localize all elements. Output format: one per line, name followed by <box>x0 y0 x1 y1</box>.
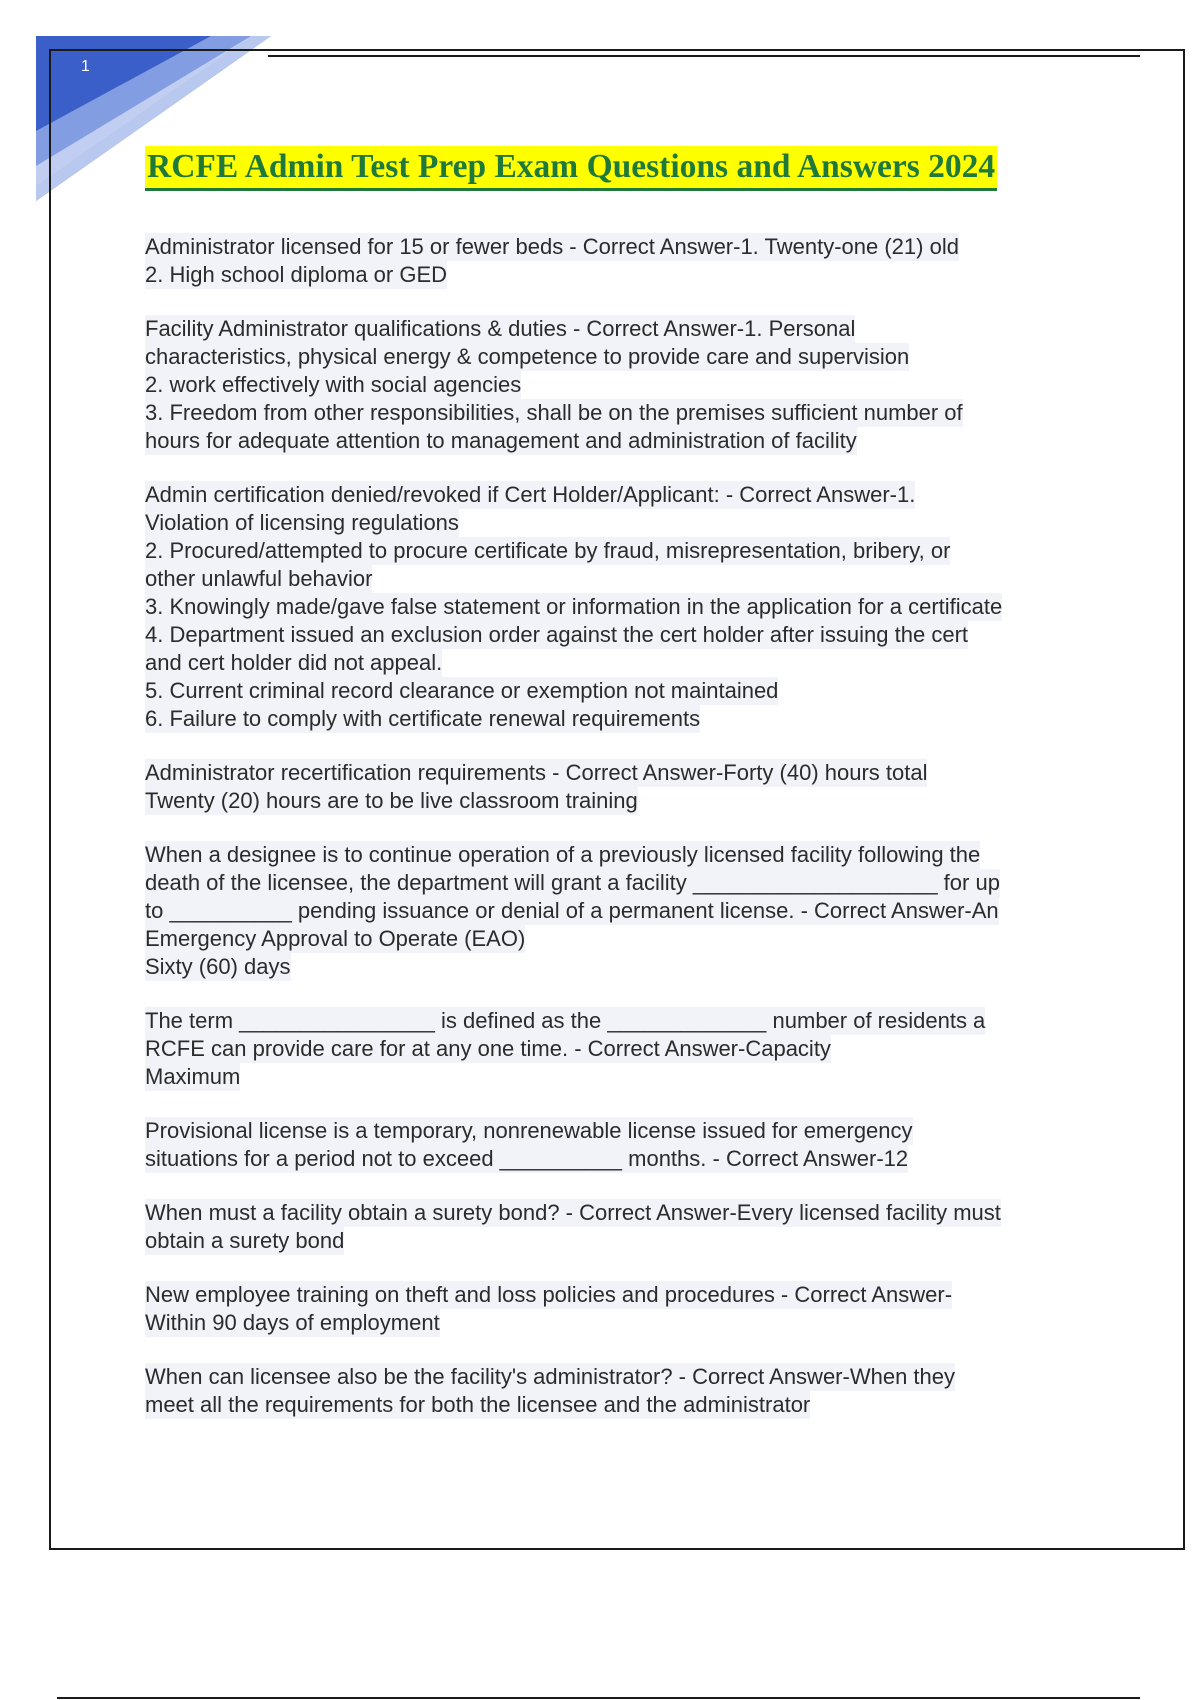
qa-line: Administrator licensed for 15 or fewer beds - Correct Answer-1. Twenty-one (21) old <box>145 234 959 259</box>
qa-item <box>145 1363 1090 1419</box>
footer-rule <box>57 1697 1140 1699</box>
page-number: 1 <box>81 58 90 75</box>
qa-line: and cert holder did not appeal. <box>145 650 443 675</box>
qa-line: Facility Administrator qualifications & duties - Correct Answer-1. Personal <box>145 316 856 341</box>
qa-line: When can licensee also be the facility's administrator? - Correct Answer-When they <box>145 1364 955 1389</box>
qa-list <box>145 233 1090 1445</box>
qa-line: 2. work effectively with social agencies <box>145 372 522 397</box>
qa-line: Within 90 days of employment <box>145 1310 440 1335</box>
qa-line: RCFE can provide care for at any one time. - Correct Answer-Capacity <box>145 1036 831 1061</box>
qa-line: Provisional license is a temporary, nonrenewable license issued for emergency <box>145 1118 913 1143</box>
qa-line: meet all the requirements for both the licensee and the administrator <box>145 1392 811 1417</box>
qa-line: hours for adequate attention to management and administration of facility <box>145 428 857 453</box>
qa-item <box>145 841 1090 981</box>
qa-line: Admin certification denied/revoked if Cert Holder/Applicant: - Correct Answer-1. <box>145 482 916 507</box>
qa-line: death of the licensee, the department will grant a facility ____________________ for up <box>145 870 1000 895</box>
qa-line: Administrator recertification requirements - Correct Answer-Forty (40) hours total <box>145 760 928 785</box>
qa-item <box>145 233 1090 289</box>
qa-line: 3. Knowingly made/gave false statement or information in the application for a certificate <box>145 594 1003 619</box>
qa-line: When a designee is to continue operation of a previously licensed facility following the <box>145 842 981 867</box>
document-title: RCFE Admin Test Prep Exam Questions and Answers 2024 <box>145 146 997 191</box>
qa-item <box>145 315 1090 455</box>
qa-item <box>145 1117 1090 1173</box>
qa-line: obtain a surety bond <box>145 1228 345 1253</box>
qa-line: 6. Failure to comply with certificate renewal requirements <box>145 706 701 731</box>
qa-line: Violation of licensing regulations <box>145 510 459 535</box>
qa-line: 5. Current criminal record clearance or exemption not maintained <box>145 678 779 703</box>
qa-item <box>145 759 1090 815</box>
qa-line: to __________ pending issuance or denial of a permanent license. - Correct Answer-An <box>145 898 999 923</box>
qa-line: situations for a period not to exceed __________ months. - Correct Answer-12 <box>145 1146 909 1171</box>
qa-line: 4. Department issued an exclusion order against the cert holder after issuing the cert <box>145 622 969 647</box>
qa-line: other unlawful behavior <box>145 566 373 591</box>
qa-line: The term ________________ is defined as the _____________ number of residents a <box>145 1008 986 1033</box>
qa-line: 3. Freedom from other responsibilities, shall be on the premises sufficient number of <box>145 400 963 425</box>
qa-line: Maximum <box>145 1064 241 1089</box>
qa-line: New employee training on theft and loss policies and procedures - Correct Answer- <box>145 1282 953 1307</box>
qa-item <box>145 1007 1090 1091</box>
qa-line: Emergency Approval to Operate (EAO) <box>145 926 526 951</box>
qa-line: Twenty (20) hours are to be live classroom training <box>145 788 638 813</box>
qa-item <box>145 1199 1090 1255</box>
qa-line: When must a facility obtain a surety bond? - Correct Answer-Every licensed facility must <box>145 1200 1001 1225</box>
qa-item <box>145 481 1090 733</box>
qa-line: Sixty (60) days <box>145 954 291 979</box>
header-rule <box>268 55 1140 57</box>
qa-line: characteristics, physical energy & competence to provide care and supervision <box>145 344 910 369</box>
qa-line: 2. Procured/attempted to procure certificate by fraud, misrepresentation, bribery, or <box>145 538 951 563</box>
qa-item <box>145 1281 1090 1337</box>
qa-line: 2. High school diploma or GED <box>145 262 448 287</box>
